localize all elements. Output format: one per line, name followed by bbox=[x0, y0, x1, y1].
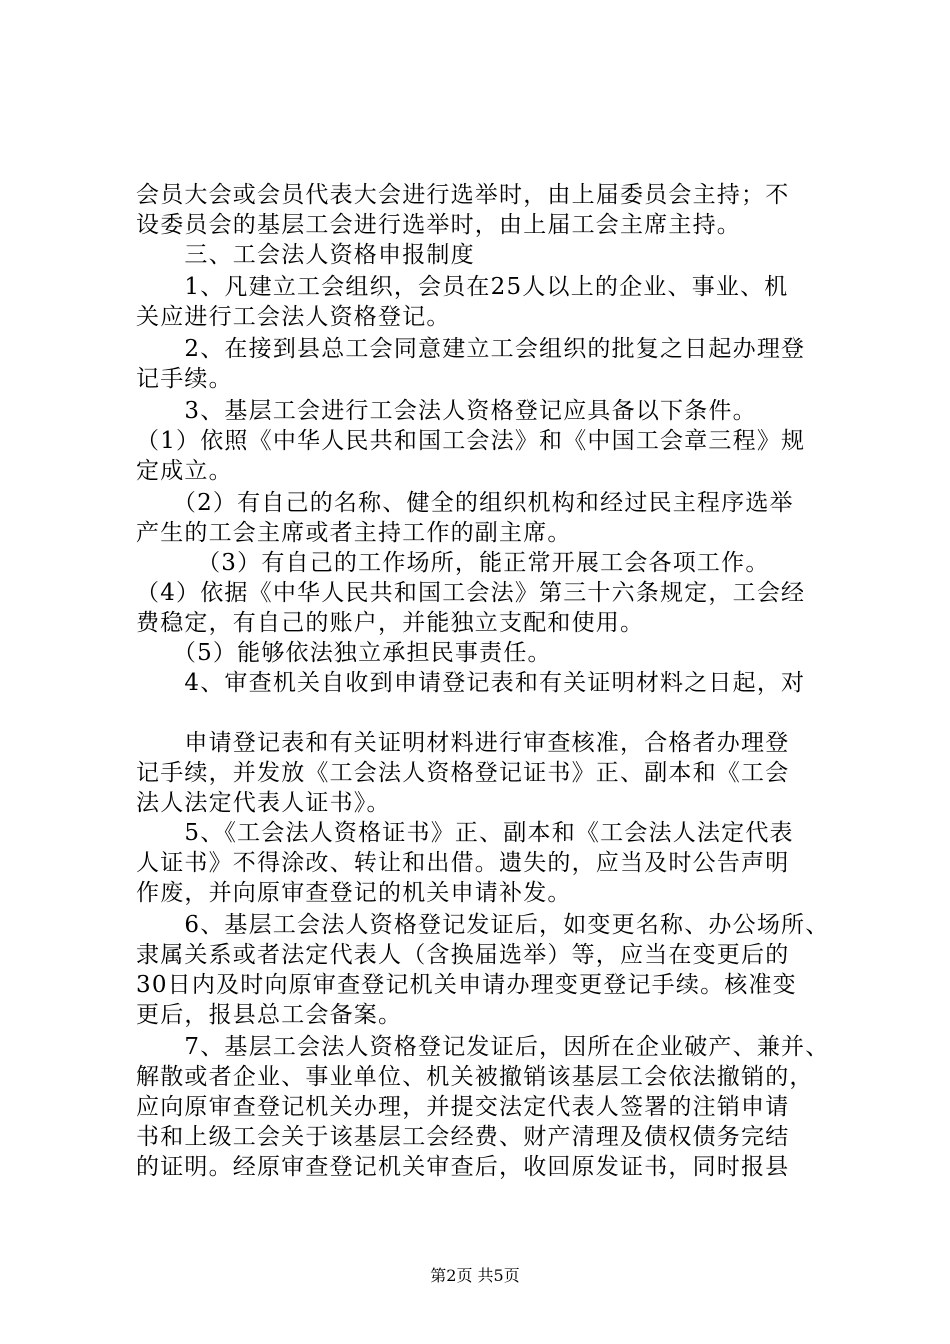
text-line: 隶属关系或者法定代表人（含换届选举）等，应当在变更后的 bbox=[136, 942, 790, 968]
text-line: 的证明。经原审查登记机关审查后，收回原发证书，同时报县 bbox=[136, 1154, 790, 1180]
text-line: 记手续，并发放《工会法人资格登记证书》正、副本和《工会 bbox=[136, 760, 790, 786]
text-line: 7、基层工会法人资格登记发证后，因所在企业破产、兼并、 bbox=[136, 1034, 830, 1060]
text-line: 4、审查机关自收到申请登记表和有关证明材料之日起，对 bbox=[136, 670, 806, 696]
text-line: 30日内及时向原审查登记机关申请办理变更登记手续。核准变 bbox=[136, 972, 797, 998]
text-line: 应向原审查登记机关办理，并提交法定代表人签署的注销申请 bbox=[136, 1094, 790, 1120]
section-heading: 三、工会法人资格申报制度 bbox=[136, 242, 475, 268]
text-line: （2）有自己的名称、健全的组织机构和经过民主程序选举 bbox=[136, 490, 794, 516]
text-line: 产生的工会主席或者主持工作的副主席。 bbox=[136, 520, 572, 546]
text-line: 费稳定，有自己的账户，并能独立支配和使用。 bbox=[136, 610, 645, 636]
text-line: 1、凡建立工会组织，会员在25人以上的企业、事业、机 bbox=[136, 274, 789, 300]
text-line: （1）依照《中华人民共和国工会法》和《中国工会章三程》规 bbox=[136, 428, 806, 454]
text-line: 会员大会或会员代表大会进行选举时，由上届委员会主持；不 bbox=[136, 182, 790, 208]
text-line: 5、《工会法人资格证书》正、副本和《工会法人法定代表 bbox=[136, 820, 794, 846]
page-number-footer: 第2页 共5页 bbox=[430, 1266, 520, 1285]
text-line: 关应进行工会法人资格登记。 bbox=[136, 304, 451, 330]
text-line: 定成立。 bbox=[136, 458, 233, 484]
text-line: （3）有自己的工作场所，能正常开展工会各项工作。 bbox=[136, 550, 770, 576]
text-line: 设委员会的基层工会进行选举时，由上届工会主席主持。 bbox=[136, 212, 741, 238]
text-line: 申请登记表和有关证明材料进行审查核准，合格者办理登 bbox=[136, 730, 790, 756]
text-line: 更后，报县总工会备案。 bbox=[136, 1002, 403, 1028]
text-line: 6、基层工会法人资格登记发证后，如变更名称、办公场所、 bbox=[136, 912, 830, 938]
text-line: （5）能够依法独立承担民事责任。 bbox=[136, 640, 552, 666]
text-line: 法人法定代表人证书》。 bbox=[136, 790, 391, 816]
text-line: 解散或者企业、事业单位、机关被撤销该基层工会依法撤销的， bbox=[136, 1064, 814, 1090]
text-line: （4）依据《中华人民共和国工会法》第三十六条规定，工会经 bbox=[136, 580, 806, 606]
text-line: 2、在接到县总工会同意建立工会组织的批复之日起办理登 bbox=[136, 336, 806, 362]
text-line: 人证书》不得涂改、转让和出借。遗失的，应当及时公告声明 bbox=[136, 850, 790, 876]
text-line: 作废，并向原审查登记的机关申请补发。 bbox=[136, 880, 572, 906]
text-line: 记手续。 bbox=[136, 366, 233, 392]
text-line: 3、基层工会进行工会法人资格登记应具备以下条件。 bbox=[136, 398, 757, 424]
text-line: 书和上级工会关于该基层工会经费、财产清理及债权债务完结 bbox=[136, 1124, 790, 1150]
